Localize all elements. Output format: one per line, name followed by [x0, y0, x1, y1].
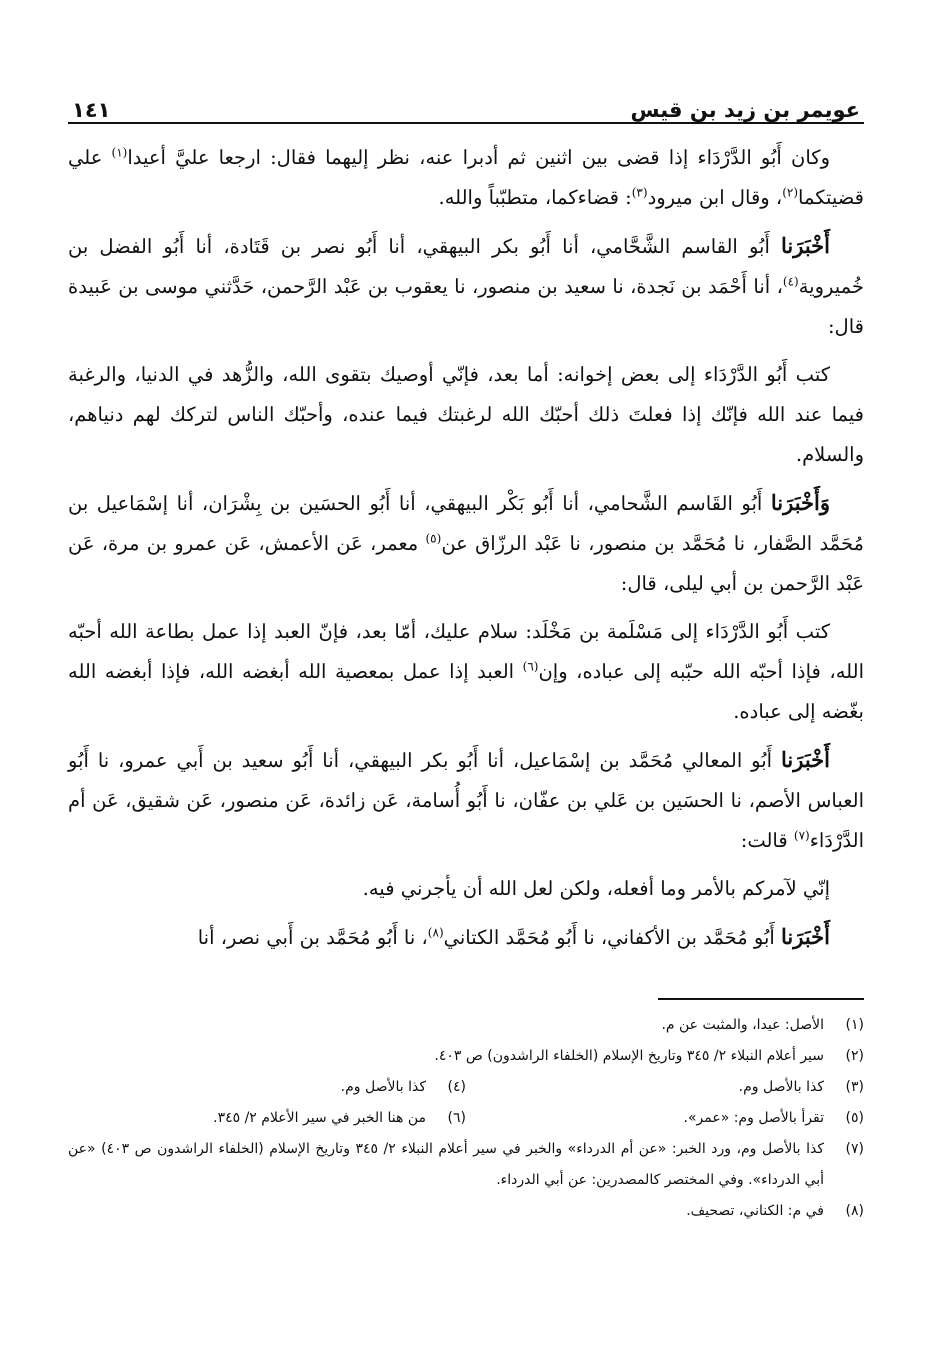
footnote-row-3-4 — [68, 1072, 864, 1103]
text-run: قالت: — [740, 829, 794, 852]
footnote-number: (٥) — [845, 1110, 864, 1126]
footnote-number: (٨) — [845, 1203, 864, 1219]
footnote-marker: (٨) — [427, 925, 444, 940]
isnad-lead-word: أَخْبَرَنا — [781, 233, 830, 258]
page-number: ١٤١ — [72, 98, 111, 122]
text-run: علي قضيتكما — [68, 146, 864, 209]
footnote-6 — [68, 1103, 466, 1134]
text-run: أَبُو القَاسم الشَّحامي، أنا أَبُو بَكْر البيهقي، أنا أَبُو الحسَين بن بِشْرَان، أنا إسْمَاعيل بن مُحَمَّد الصَّفار، نا مُحَمَّد بن منصور، نا عَبْد الرزّاق عن — [68, 492, 864, 555]
footnote-2 — [68, 1041, 864, 1072]
isnad-lead-word: وَأَخْبَرَنا — [770, 490, 830, 515]
isnad-lead-word: أَخْبَرَنا — [781, 924, 830, 949]
chapter-title: عويمر بن زيد بن قيس — [630, 98, 860, 122]
paragraph — [68, 869, 864, 909]
footnote-3 — [466, 1072, 864, 1103]
text-run: أَبُو القاسم الشَّحَّامي، أنا أَبُو بكر البيهقي، أنا أَبُو نصر بن قَتَادة، أنا أَبُو الفضل بن خُميروية — [68, 235, 864, 298]
text-run: ، أنا أَحْمَد بن نَجدة، نا سعيد بن منصور، نا يعقوب بن عَبْد الرَّحمن، حَدَّثني موسى بن عَبيدة قال: — [68, 275, 864, 338]
footnote-text: سير أعلام النبلاء ٢/ ٣٤٥ وتاريخ الإسلام (الخلفاء الراشدون) ص ٤٠٣. — [434, 1048, 824, 1064]
footnote-number: (٢) — [845, 1048, 864, 1064]
footnote-row-5-6 — [68, 1103, 864, 1134]
footnote-text: الأصل: عيدا، والمثبت عن م. — [661, 1017, 824, 1033]
paragraph — [68, 226, 864, 347]
paragraph — [68, 917, 864, 958]
footnote-8 — [68, 1196, 864, 1227]
text-run: : قضاءكما، متطبّباً والله. — [438, 186, 632, 209]
footnote-5 — [466, 1103, 864, 1134]
footnote-text: كذا بالأصل وم. — [738, 1079, 824, 1095]
footnote-marker: (٣) — [631, 185, 648, 200]
footnote-text: تقرأ بالأصل وم: «عمر». — [683, 1110, 824, 1126]
footnote-text: كذا بالأصل وم. — [340, 1079, 426, 1095]
isnad-lead-word: أَخْبَرَنا — [781, 747, 830, 772]
text-run: أَبُو المعالي مُحَمَّد بن إسْمَاعيل، أنا أَبُو بكر البيهقي، أنا أَبُو سعيد بن أَبي عمرو، نا أَبُو العباس الأصم، نا الحسَين بن عَلي بن عفّان، نا أَبُو أُسامة، عَن زائدة، عَن منصور، عَن شقيق، عَن أم الدَّرْدَاء — [68, 749, 864, 852]
footnote-marker: (٢) — [782, 185, 799, 200]
footnote-marker: (١) — [111, 145, 128, 160]
footnote-number: (٣) — [845, 1079, 864, 1095]
text-run: كتب أَبُو الدَّرْدَاء إلى مَسْلَمة بن مَخْلَد: سلام عليك، أمّا بعد، فإنّ العبد إذا عمل بطاعة الله أحبّه الله، فإذا أحبّه الله حبّبه إلى عباده، وإن — [68, 620, 864, 683]
text-run: وكان أَبُو الدَّرْدَاء إذا قضى بين اثنين ثم أدبرا عنه، نظر إليهما فقال: ارجعا عليَّ أعيدا — [127, 146, 830, 169]
footnote-marker: (٦) — [522, 659, 539, 674]
main-text — [68, 138, 864, 958]
text-run: ، نا أَبُو مُحَمَّد بن أَبي نصر، أنا — [197, 926, 428, 949]
footnote-marker: (٧) — [793, 828, 810, 843]
footnote-1 — [68, 1010, 864, 1041]
footnote-text: كذا بالأصل وم، ورد الخبر: «عن أم الدرداء» والخبر في سير أعلام النبلاء ٢/ ٣٤٥ وتاريخ الإسلام (الخلفاء الراشدون ص ٤٠٣) «عن أبي الدرداء». وفي المختصر كالمصدرين: عن أبي الدرداء. — [68, 1141, 824, 1188]
book-page — [68, 88, 864, 1227]
text-run: أَبُو مُحَمَّد بن الأكفاني، نا أَبُو مُحَمَّد الكتاني — [443, 926, 782, 949]
paragraph — [68, 138, 864, 218]
footnote-4 — [68, 1072, 466, 1103]
text-run: العبد إذا عمل بمعصية الله أبغضه الله، فإذا أبغضه الله بغّضه إلى عباده. — [68, 660, 864, 723]
footnote-text: في م: الكناني، تصحيف. — [686, 1203, 824, 1219]
footnote-separator — [658, 998, 864, 1000]
footnote-7 — [68, 1134, 864, 1196]
text-run: معمر، عَن الأعمش، عَن عمرو بن مرة، عَن عَبْد الرَّحمن بن أبي ليلى، قال: — [68, 532, 864, 595]
paragraph — [68, 740, 864, 861]
paragraph — [68, 483, 864, 604]
footnote-number: (٦) — [447, 1110, 466, 1126]
footnote-number: (٤) — [447, 1079, 466, 1095]
footnote-number: (٧) — [845, 1141, 864, 1157]
text-run: ، وقال ابن ميرود — [647, 186, 783, 209]
text-run: إنّي لآمركم بالأمر وما أفعله، ولكن لعل الله أن يأجرني فيه. — [362, 877, 830, 900]
running-header — [68, 88, 864, 124]
footnote-marker: (٥) — [425, 531, 442, 546]
footnotes — [68, 1010, 864, 1227]
paragraph — [68, 355, 864, 475]
footnote-number: (١) — [845, 1017, 864, 1033]
footnote-marker: (٤) — [782, 274, 799, 289]
text-run: كتب أَبُو الدَّرْدَاء إلى بعض إخوانه: أما بعد، فإنّي أوصيك بتقوى الله، والزُّهد في الدنيا، والرغبة فيما عند الله فإنّك إذا فعلتَ ذلك أحبّك الله لرغبتك فيما عنده، وأحبّك الناس لتركك لهم دنياهم، والسلام. — [68, 363, 864, 466]
footnote-text: من هنا الخبر في سير الأعلام ٢/ ٣٤٥. — [213, 1110, 426, 1126]
paragraph — [68, 612, 864, 732]
